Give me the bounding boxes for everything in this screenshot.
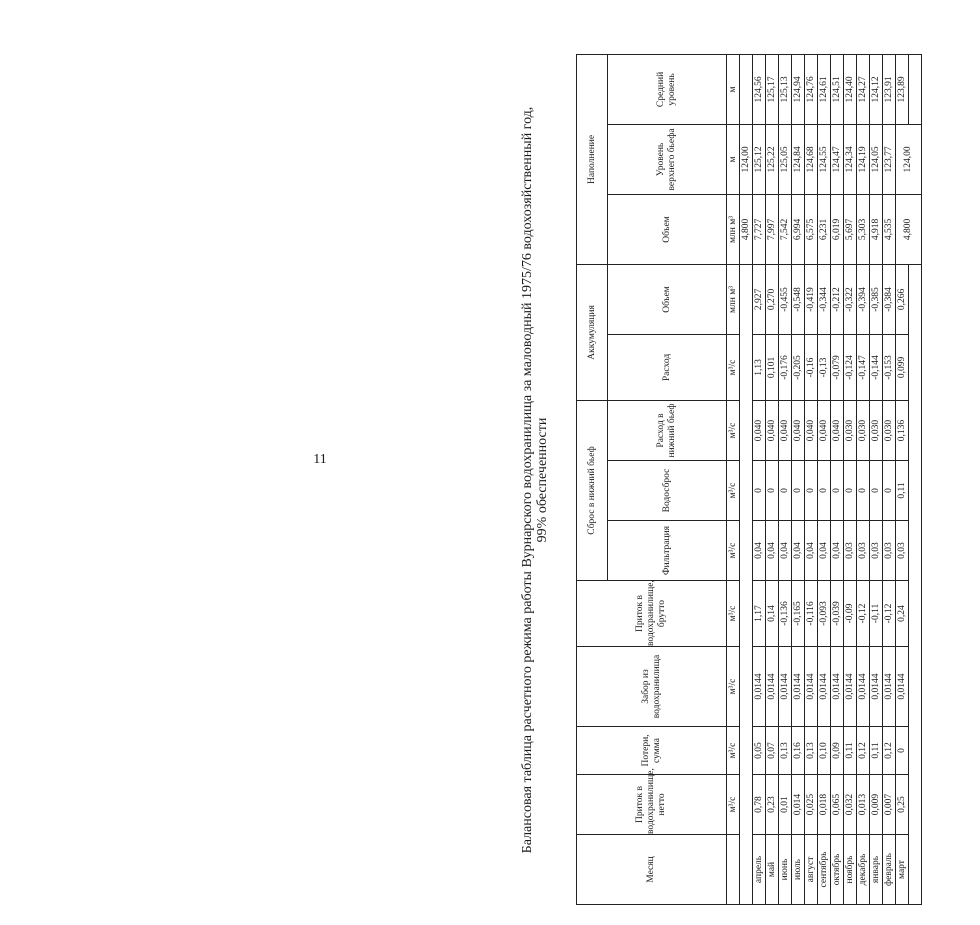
cell-fill-volume: 4,800 bbox=[896, 194, 922, 264]
cell-inflow-gross: -0,165 bbox=[792, 581, 805, 647]
header-inflow-net: Приток в водохранилище, нетто bbox=[577, 775, 727, 835]
unit-filtration: м³/с bbox=[727, 521, 740, 581]
cell-spillway: 0 bbox=[831, 461, 844, 521]
cell-acc-volume: -0,455 bbox=[779, 264, 792, 334]
cell-mean-level: 124,51 bbox=[831, 54, 844, 124]
cell-fill-volume: 6,019 bbox=[831, 194, 844, 264]
cell-withdrawal: 0,0144 bbox=[896, 647, 909, 727]
cell-downstream-flow: 0,040 bbox=[779, 400, 792, 460]
cell-filtration: 0,04 bbox=[766, 521, 779, 581]
cell-filtration: 0,04 bbox=[792, 521, 805, 581]
cell-upper-level: 124,05 bbox=[870, 124, 883, 194]
cell-month: январь bbox=[870, 835, 883, 905]
cell-inflow-net: 0,78 bbox=[753, 775, 766, 835]
cell-inflow-gross: -0,116 bbox=[805, 581, 818, 647]
table-row-initial bbox=[740, 54, 753, 904]
cell-mean-level: 123,89 bbox=[896, 54, 909, 124]
unit-losses: м³/с bbox=[727, 727, 740, 775]
cell-inflow-gross: 1,17 bbox=[753, 581, 766, 647]
header-fill-volume: Объем bbox=[608, 194, 727, 264]
cell-downstream-flow: 0,030 bbox=[870, 400, 883, 460]
cell-acc-flow: -0,144 bbox=[870, 334, 883, 400]
unit-acc-flow: м³/с bbox=[727, 334, 740, 400]
table-caption bbox=[520, 55, 564, 905]
unit-withdrawal: м³/с bbox=[727, 647, 740, 727]
cell-mean-level: 124,76 bbox=[805, 54, 818, 124]
cell-month: апрель bbox=[753, 835, 766, 905]
cell-withdrawal: 0,0144 bbox=[766, 647, 779, 727]
cell-fill-volume: 4,535 bbox=[883, 194, 896, 264]
cell-withdrawal: 0,0144 bbox=[857, 647, 870, 727]
cell-spillway: 0 bbox=[753, 461, 766, 521]
units-row bbox=[727, 54, 740, 904]
cell-filtration: 0,03 bbox=[896, 521, 909, 581]
cell-month: февраль bbox=[883, 835, 896, 905]
cell-upper-level: 125,22 bbox=[766, 124, 779, 194]
cell-acc-volume: 2,927 bbox=[753, 264, 766, 334]
cell-upper-level: 124,00 bbox=[896, 124, 922, 194]
cell-filtration: 0,04 bbox=[779, 521, 792, 581]
cell-losses: 0,05 bbox=[753, 727, 766, 775]
cell-month: июль bbox=[792, 835, 805, 905]
cell-losses: 0,07 bbox=[766, 727, 779, 775]
cell-fill-volume: 6,575 bbox=[805, 194, 818, 264]
cell-acc-volume: -0,548 bbox=[792, 264, 805, 334]
cell-acc-volume: -0,385 bbox=[870, 264, 883, 334]
cell-mean-level: 125,17 bbox=[766, 54, 779, 124]
cell-withdrawal: 0,0144 bbox=[831, 647, 844, 727]
header-accumulation-group: Аккумуляция bbox=[577, 264, 608, 400]
cell-spillway: 0 bbox=[766, 461, 779, 521]
unit-upper-level: м bbox=[727, 124, 740, 194]
cell-upper-level: 125,05 bbox=[779, 124, 792, 194]
cell-inflow-net: 0,065 bbox=[831, 775, 844, 835]
cell-spillway: 0 bbox=[779, 461, 792, 521]
unit-fill-volume: млн м³ bbox=[727, 194, 740, 264]
unit-acc-volume: млн м³ bbox=[727, 264, 740, 334]
cell-acc-flow: -0,079 bbox=[831, 334, 844, 400]
cell-filtration: 0,03 bbox=[870, 521, 883, 581]
page-number: 11 bbox=[313, 452, 327, 467]
cell-upper-level: 124,34 bbox=[844, 124, 857, 194]
cell-inflow-gross: -0,09 bbox=[844, 581, 857, 647]
cell-mean-level: 125,13 bbox=[779, 54, 792, 124]
cell-mean-level: 124,40 bbox=[844, 54, 857, 124]
cell-withdrawal: 0,0144 bbox=[779, 647, 792, 727]
cell-upper-level: 124,84 bbox=[792, 124, 805, 194]
header-mean-level: Средний уровень bbox=[608, 54, 727, 124]
cell-month: октябрь bbox=[831, 835, 844, 905]
initial-blank-cell bbox=[740, 264, 753, 904]
cell-losses: 0,12 bbox=[883, 727, 896, 775]
cell-downstream-flow: 0,030 bbox=[883, 400, 896, 460]
cell-filtration: 0,03 bbox=[857, 521, 870, 581]
cell-upper-level: 124,00 bbox=[740, 124, 753, 194]
cell-losses: 0,10 bbox=[818, 727, 831, 775]
table-header bbox=[577, 54, 740, 904]
cell-acc-volume: -0,344 bbox=[818, 264, 831, 334]
cell-losses: 0,11 bbox=[844, 727, 857, 775]
cell-inflow-net: 0,007 bbox=[883, 775, 896, 835]
cell-month: май bbox=[766, 835, 779, 905]
cell-fill-volume: 6,994 bbox=[792, 194, 805, 264]
cell-filtration: 0,03 bbox=[844, 521, 857, 581]
cell-month: август bbox=[805, 835, 818, 905]
cell-mean-level: 124,61 bbox=[818, 54, 831, 124]
cell-upper-level: 124,47 bbox=[831, 124, 844, 194]
cell-month: декабрь bbox=[857, 835, 870, 905]
cell-spillway: 0 bbox=[818, 461, 831, 521]
cell-inflow-net: 0,014 bbox=[792, 775, 805, 835]
cell-withdrawal: 0,0144 bbox=[870, 647, 883, 727]
rotated-content bbox=[520, 55, 980, 905]
cell-acc-flow: 0,099 bbox=[896, 334, 909, 400]
cell-downstream-flow: 0,040 bbox=[766, 400, 779, 460]
header-acc-volume: Объем bbox=[608, 264, 727, 334]
cell-inflow-gross: -0,136 bbox=[779, 581, 792, 647]
cell-mean-level: 124,27 bbox=[857, 54, 870, 124]
cell-inflow-net: 0,032 bbox=[844, 775, 857, 835]
cell-acc-volume: -0,384 bbox=[883, 264, 896, 334]
cell-mean-level: 123,91 bbox=[883, 54, 896, 124]
cell-acc-volume: 0,270 bbox=[766, 264, 779, 334]
cell-inflow-net: 0,018 bbox=[818, 775, 831, 835]
cell-withdrawal: 0,0144 bbox=[883, 647, 896, 727]
unit-downstream-flow: м³/с bbox=[727, 400, 740, 460]
cell-downstream-flow: 0,030 bbox=[844, 400, 857, 460]
cell-upper-level: 125,12 bbox=[753, 124, 766, 194]
cell-inflow-net: 0,23 bbox=[766, 775, 779, 835]
cell-mean-level: 124,56 bbox=[753, 54, 766, 124]
header-withdrawal: Забор из водохранилища bbox=[577, 647, 727, 727]
cell-inflow-net: 0,009 bbox=[870, 775, 883, 835]
cell-fill-volume: 5,697 bbox=[844, 194, 857, 264]
cell-acc-volume: -0,212 bbox=[831, 264, 844, 334]
unit-month bbox=[727, 835, 740, 905]
unit-spillway: м³/с bbox=[727, 461, 740, 521]
cell-acc-flow: -0,176 bbox=[779, 334, 792, 400]
cell-losses: 0,12 bbox=[857, 727, 870, 775]
cell-month: сентябрь bbox=[818, 835, 831, 905]
cell-fill-volume: 4,800 bbox=[740, 194, 753, 264]
cell-downstream-flow: 0,136 bbox=[896, 400, 909, 460]
cell-fill-volume: 7,997 bbox=[766, 194, 779, 264]
cell-spillway: 0 bbox=[870, 461, 883, 521]
caption-line-1: Балансовая таблица расчетного режима работы Вурнарского водохранилища за маловодный 1975/76 водохозяйственный год, bbox=[520, 106, 535, 854]
cell-spillway: 0 bbox=[805, 461, 818, 521]
balance-table bbox=[576, 54, 922, 905]
header-month: Месяц bbox=[577, 835, 727, 905]
cell-acc-flow: -0,147 bbox=[857, 334, 870, 400]
header-discharge-group: Сброс в нижний бьеф bbox=[577, 400, 608, 580]
unit-mean-level: м bbox=[727, 54, 740, 124]
cell-spillway: 0 bbox=[857, 461, 870, 521]
cell-withdrawal: 0,0144 bbox=[753, 647, 766, 727]
unit-inflow-gross: м³/с bbox=[727, 581, 740, 647]
table-body bbox=[740, 54, 922, 904]
cell-spillway: 0 bbox=[883, 461, 896, 521]
cell-acc-volume: -0,394 bbox=[857, 264, 870, 334]
cell-inflow-gross: -0,11 bbox=[870, 581, 883, 647]
cell-acc-volume: 0,266 bbox=[896, 264, 909, 334]
cell-fill-volume: 7,727 bbox=[753, 194, 766, 264]
cell-spillway: 0 bbox=[844, 461, 857, 521]
cell-acc-flow: 1,13 bbox=[753, 334, 766, 400]
cell-filtration: 0,04 bbox=[753, 521, 766, 581]
cell-withdrawal: 0,0144 bbox=[844, 647, 857, 727]
cell-inflow-net: 0,025 bbox=[805, 775, 818, 835]
cell-acc-flow: -0,124 bbox=[844, 334, 857, 400]
cell-acc-volume: -0,322 bbox=[844, 264, 857, 334]
cell-inflow-gross: -0,12 bbox=[857, 581, 870, 647]
cell-inflow-net: 0,25 bbox=[896, 775, 909, 835]
cell-downstream-flow: 0,040 bbox=[831, 400, 844, 460]
cell-spillway: 0 bbox=[792, 461, 805, 521]
cell-acc-flow: -0,153 bbox=[883, 334, 896, 400]
cell-acc-flow: -0,13 bbox=[818, 334, 831, 400]
cell-fill-volume: 7,542 bbox=[779, 194, 792, 264]
cell-acc-volume: -0,419 bbox=[805, 264, 818, 334]
unit-inflow-net: м³/с bbox=[727, 775, 740, 835]
cell-acc-flow: 0,101 bbox=[766, 334, 779, 400]
cell-month: ноябрь bbox=[844, 835, 857, 905]
cell-mean-level: 124,12 bbox=[870, 54, 883, 124]
cell-upper-level: 124,19 bbox=[857, 124, 870, 194]
cell-inflow-net: 0,013 bbox=[857, 775, 870, 835]
header-upper-level: Уровень верхнего бьефа bbox=[608, 124, 727, 194]
closing-blank-cell bbox=[909, 54, 922, 124]
cell-upper-level: 123,77 bbox=[883, 124, 896, 194]
cell-losses: 0,09 bbox=[831, 727, 844, 775]
cell-acc-flow: -0,16 bbox=[805, 334, 818, 400]
header-acc-flow: Расход bbox=[608, 334, 727, 400]
cell-losses: 0,13 bbox=[805, 727, 818, 775]
cell-upper-level: 124,55 bbox=[818, 124, 831, 194]
cell-inflow-gross: -0,093 bbox=[818, 581, 831, 647]
cell-withdrawal: 0,0144 bbox=[818, 647, 831, 727]
cell-inflow-gross: -0,039 bbox=[831, 581, 844, 647]
cell-inflow-net: 0,01 bbox=[779, 775, 792, 835]
cell-spillway: 0,11 bbox=[896, 461, 909, 521]
cell-inflow-gross: 0,14 bbox=[766, 581, 779, 647]
cell-filtration: 0,03 bbox=[883, 521, 896, 581]
cell-upper-level: 124,68 bbox=[805, 124, 818, 194]
cell-losses: 0,13 bbox=[779, 727, 792, 775]
cell-filtration: 0,04 bbox=[818, 521, 831, 581]
cell-mean-level: 124,94 bbox=[792, 54, 805, 124]
closing-blank-cell bbox=[909, 264, 922, 904]
cell-withdrawal: 0,0144 bbox=[792, 647, 805, 727]
cell-withdrawal: 0,0144 bbox=[805, 647, 818, 727]
cell-inflow-gross: -0,12 bbox=[883, 581, 896, 647]
caption-line-2: 99% обеспеченности bbox=[535, 417, 550, 543]
cell-downstream-flow: 0,040 bbox=[792, 400, 805, 460]
header-filtration: Фильтрация bbox=[608, 521, 727, 581]
cell-downstream-flow: 0,040 bbox=[805, 400, 818, 460]
cell-mean-level-blank bbox=[740, 54, 753, 124]
cell-downstream-flow: 0,030 bbox=[857, 400, 870, 460]
header-filling-group: Наполнение bbox=[577, 54, 608, 264]
cell-inflow-gross: 0,24 bbox=[896, 581, 909, 647]
header-downstream-flow: Расход в нижний бьеф bbox=[608, 400, 727, 460]
cell-downstream-flow: 0,040 bbox=[818, 400, 831, 460]
cell-filtration: 0,04 bbox=[831, 521, 844, 581]
header-losses: Потери, сумма bbox=[577, 727, 727, 775]
header-inflow-gross: Приток в водохранилище, брутто bbox=[577, 581, 727, 647]
cell-downstream-flow: 0,040 bbox=[753, 400, 766, 460]
header-spillway: Водосброс bbox=[608, 461, 727, 521]
cell-fill-volume: 5,303 bbox=[857, 194, 870, 264]
cell-fill-volume: 4,918 bbox=[870, 194, 883, 264]
cell-fill-volume: 6,231 bbox=[818, 194, 831, 264]
cell-month: март bbox=[896, 835, 909, 905]
cell-acc-flow: -0,205 bbox=[792, 334, 805, 400]
cell-filtration: 0,04 bbox=[805, 521, 818, 581]
cell-losses: 0,16 bbox=[792, 727, 805, 775]
cell-month: июнь bbox=[779, 835, 792, 905]
cell-losses: 0,11 bbox=[870, 727, 883, 775]
cell-losses: 0 bbox=[896, 727, 909, 775]
